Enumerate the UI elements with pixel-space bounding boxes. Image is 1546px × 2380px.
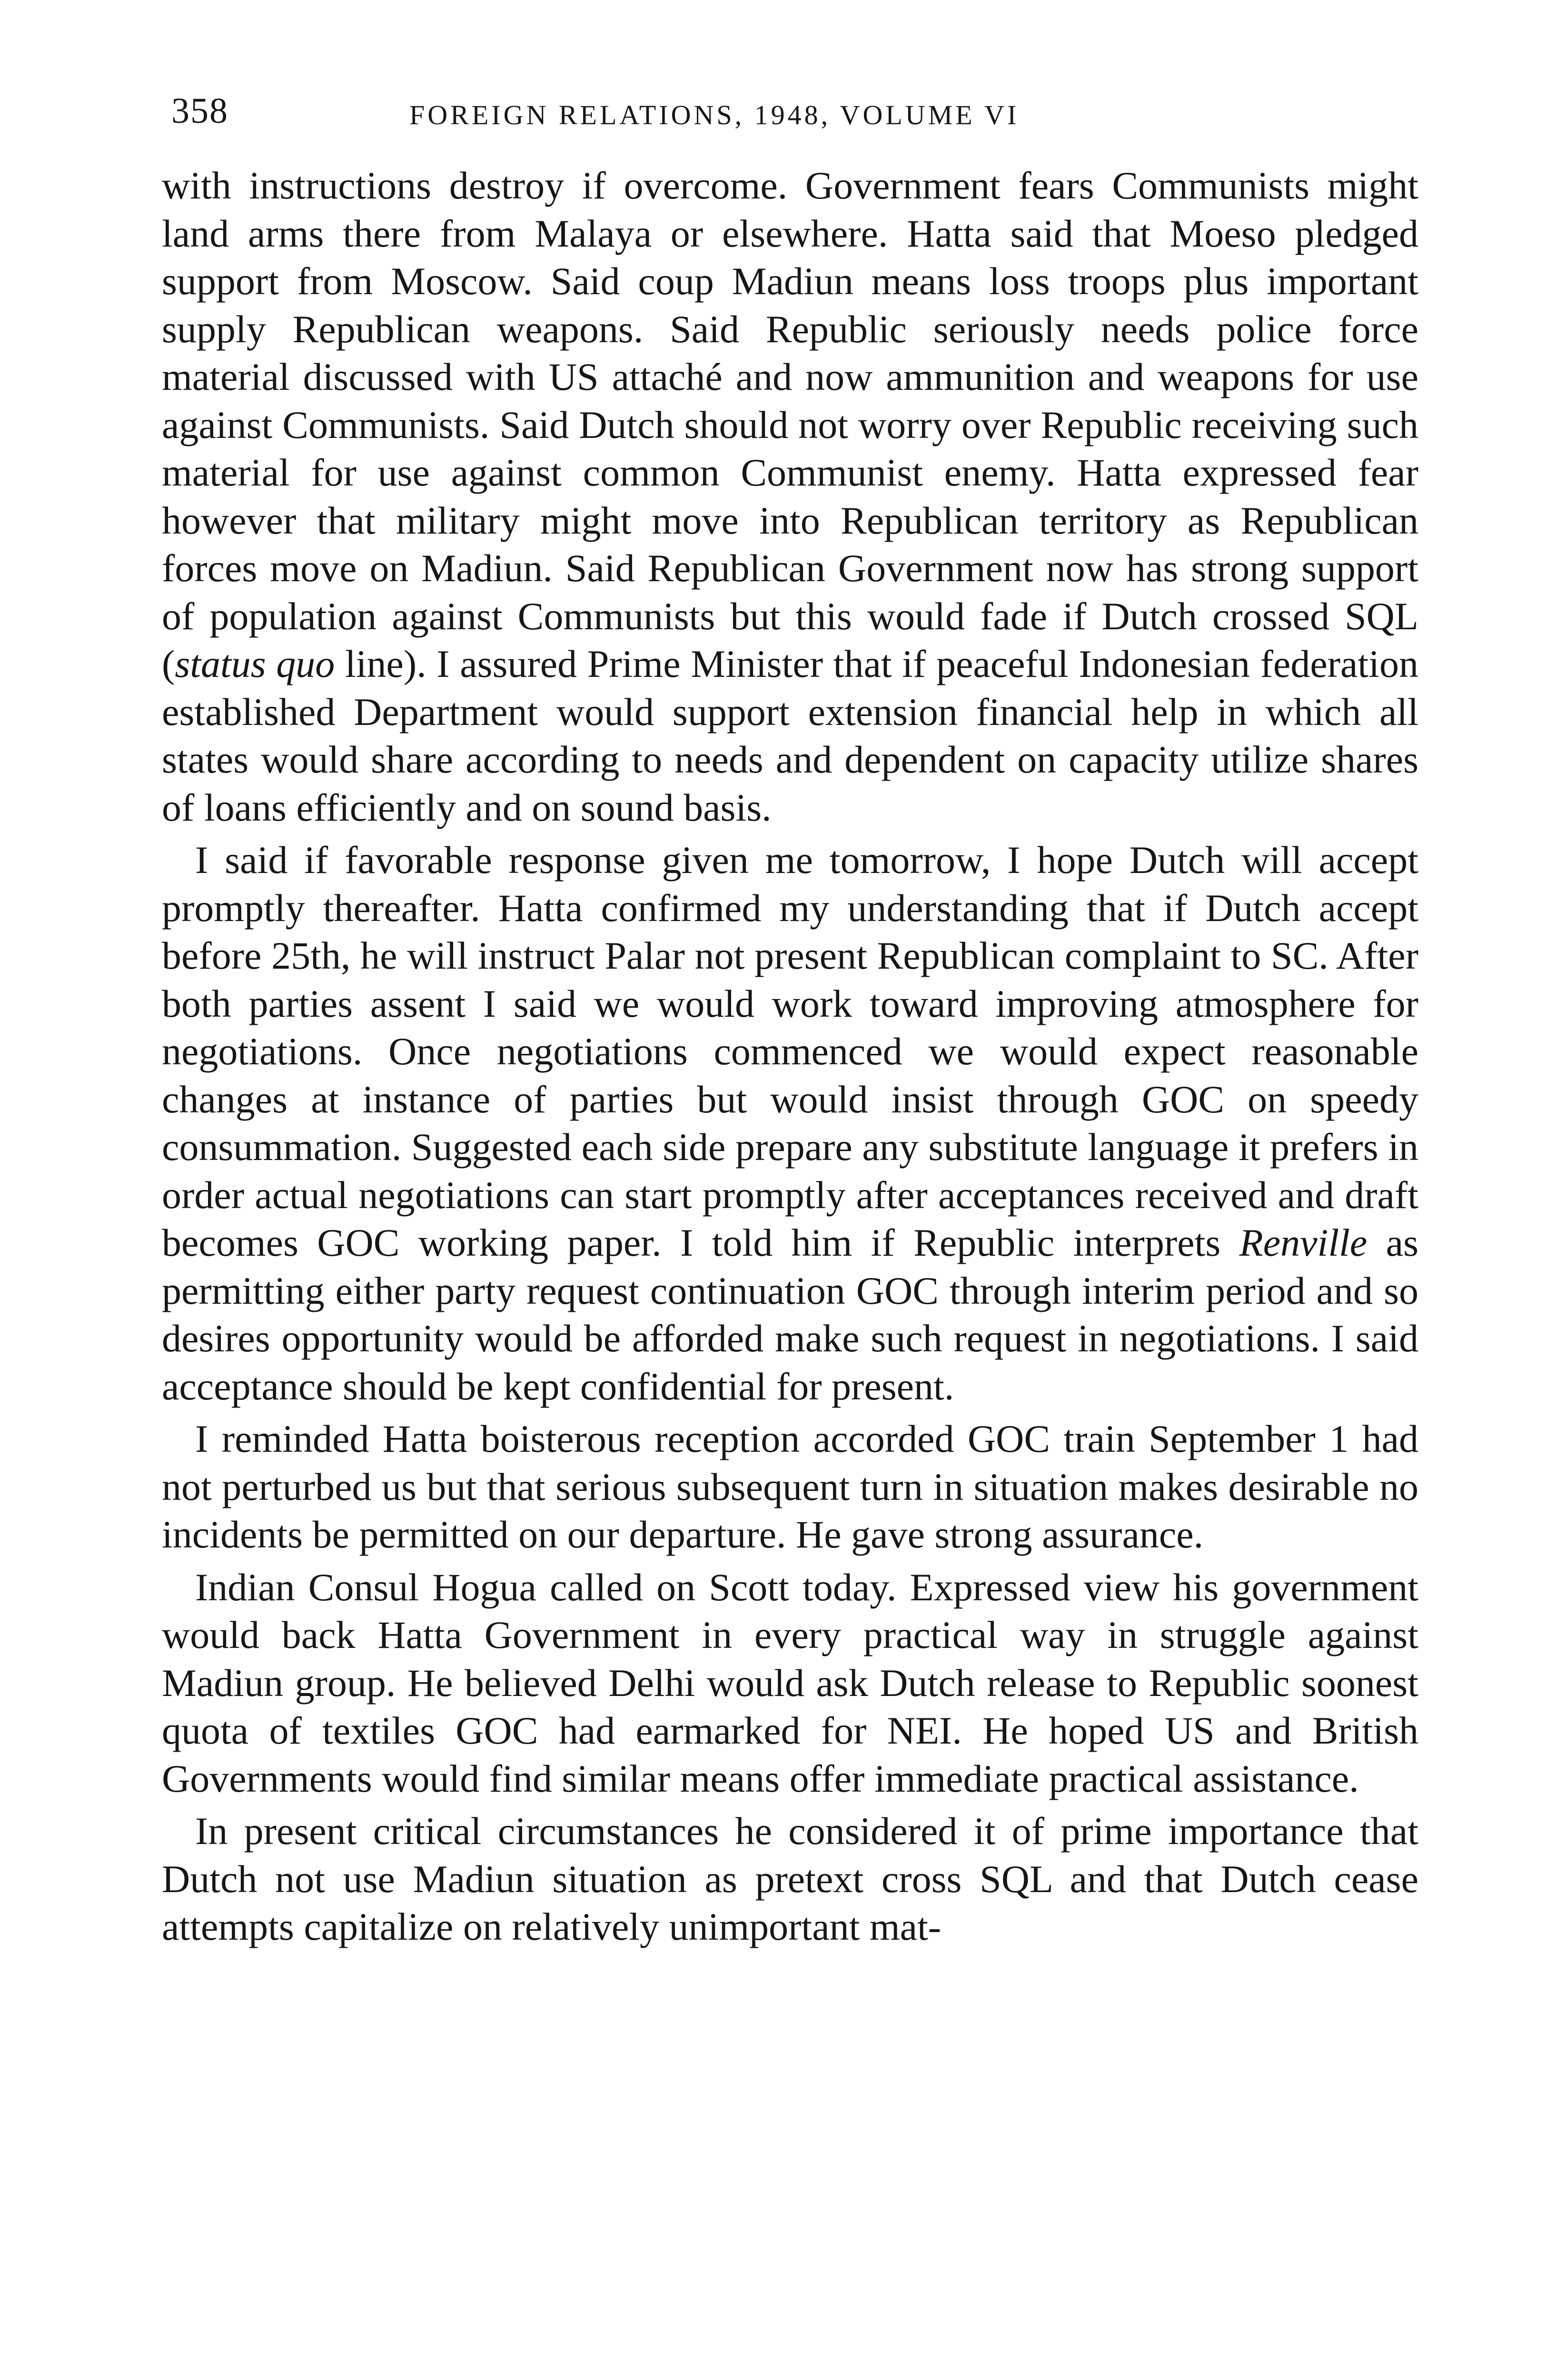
text-run: line). I assured Prime Minister that if peaceful Indonesian federation established Department would support extension financial help in which all states would share according to needs and dependent on capacity utilize shares of loans efficiently and on sound basis. xyxy=(162,642,1418,829)
body-text xyxy=(162,162,1418,1951)
text-run: as permitting either party request continuation GOC through interim period and so desires opportunity would be afforded make such request in negotiations. I said acceptance should be kept confidential for present. xyxy=(162,1221,1419,1408)
document-page xyxy=(162,81,1418,2380)
text-run: In present critical circumstances he considered it of prime importance that Dutch not use Madiun situation as pretext cross SQL and that Dutch cease attempts capitalize on relatively unimportant mat- xyxy=(162,1809,1418,1948)
text-run: Indian Consul Hogua called on Scott today. Expressed view his government would back Hatta Government in every practical way in struggle against Madiun group. He believed Delhi would ask Dutch release to Republic soonest quota of textiles GOC had earmarked for NEI. He hoped US and British Governments would find similar means offer immediate practical assistance. xyxy=(162,1565,1418,1800)
text-run: I reminded Hatta boisterous reception accorded GOC train September 1 had not perturbed us but that serious subsequent turn in situation makes desirable no incidents be permitted on our departure. He gave strong assurance. xyxy=(162,1417,1418,1556)
text-run: I said if favorable response given me tomorrow, I hope Dutch will accept promptly thereafter. Hatta confirmed my understanding that if Dutch accept before 25th, he will instruct Palar not present Republican complaint to SC. After both parties assent I said we would work toward improving atmosphere for negotiations. Once negotiations commenced we would expect reasonable changes at instance of parties but would insist through GOC on speedy consummation. Suggested each side prepare any substitute language it prefers in order actual negotiations can start promptly after acceptances received and draft becomes GOC working paper. I told him if Republic interprets xyxy=(162,838,1418,1264)
paragraph xyxy=(162,1415,1418,1559)
running-head: FOREIGN RELATIONS, 1948, VOLUME VI xyxy=(409,99,1020,130)
paragraph xyxy=(162,1807,1418,1951)
page-header xyxy=(162,81,1418,162)
paragraph xyxy=(162,836,1418,1410)
italic-text: status quo xyxy=(175,642,335,685)
paragraph xyxy=(162,1564,1418,1803)
paragraph xyxy=(162,162,1418,832)
page-number: 358 xyxy=(171,91,228,131)
text-run: with instructions destroy if overcome. Government fears Communists might land arms there from Malaya or elsewhere. Hatta said that Moeso pledged support from Moscow. Said coup Madiun means loss troops plus important supply Republican weapons. Said Republic seriously needs police force material discussed with US attaché and now ammunition and weapons for use against Communists. Said Dutch should not worry over Republic receiving such material for use against common Communist enemy. Hatta expressed fear however that military might move into Republican territory as Republican forces move on Madiun. Said Republican Government now has strong support of population against Communists but this would fade if Dutch crossed SQL ( xyxy=(162,164,1418,685)
italic-text: Renville xyxy=(1239,1221,1368,1264)
